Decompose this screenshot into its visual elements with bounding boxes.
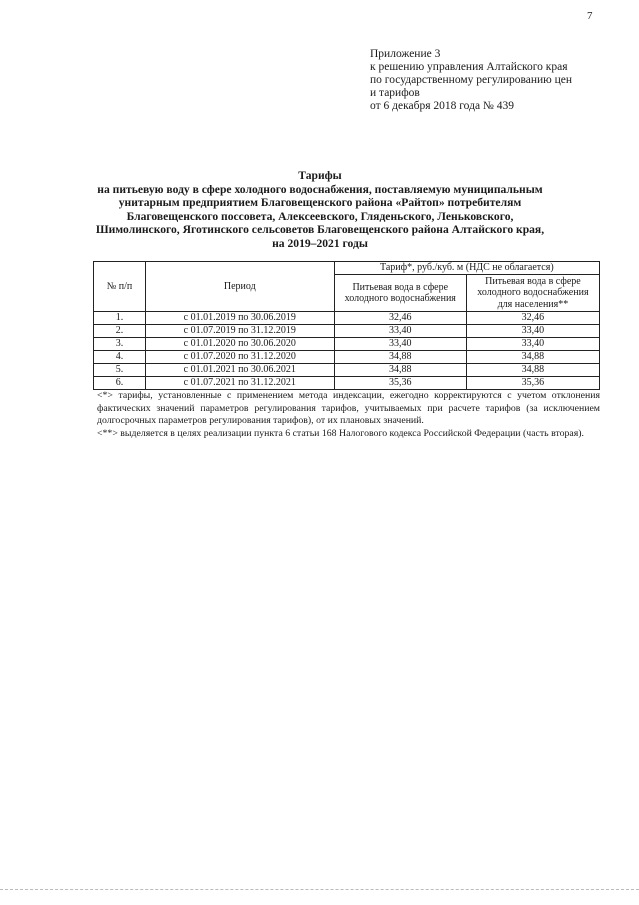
- table-row: [94, 364, 600, 377]
- cell-b: 32,46: [466, 312, 599, 325]
- cell-num: 5.: [94, 364, 146, 377]
- cell-a: 33,40: [334, 338, 466, 351]
- cell-a: 32,46: [334, 312, 466, 325]
- table-row: [94, 325, 600, 338]
- footnote-vat: <**> выделяется в целях реализации пункта 6 статьи 168 Налогового кодекса Российской Федерации (часть вторая).: [97, 427, 584, 439]
- cell-b: 34,88: [466, 364, 599, 377]
- header-num: № п/п: [94, 262, 146, 312]
- cell-a: 35,36: [334, 377, 466, 390]
- title-line: Тарифы: [298, 169, 342, 182]
- cell-num: 2.: [94, 325, 146, 338]
- cell-num: 3.: [94, 338, 146, 351]
- cell-period: с 01.07.2019 по 31.12.2019: [145, 325, 334, 338]
- cell-num: 1.: [94, 312, 146, 325]
- cell-b: 33,40: [466, 325, 599, 338]
- cell-num: 6.: [94, 377, 146, 390]
- header-col-b: Питьевая вода в сфере холодного водоснабжения для населения**: [466, 275, 599, 312]
- header-tariff-group: Тариф*, руб./куб. м (НДС не облагается): [334, 262, 599, 275]
- cell-a: 33,40: [334, 325, 466, 338]
- title-line: унитарным предприятием Благовещенского района «Райтоп» потребителям: [118, 196, 522, 209]
- page-number: 7: [587, 10, 593, 22]
- table-row: [94, 312, 600, 325]
- table-row: [94, 338, 600, 351]
- appendix-line: к решению управления Алтайского края: [370, 61, 568, 73]
- tariff-table: [93, 261, 600, 390]
- appendix-header: [370, 48, 572, 113]
- cell-b: 34,88: [466, 351, 599, 364]
- cell-a: 34,88: [334, 364, 466, 377]
- title-line: Шимолинского, Яготинского сельсоветов Благовещенского района Алтайского края,: [95, 223, 545, 236]
- cell-a: 34,88: [334, 351, 466, 364]
- appendix-line: и тарифов: [370, 87, 420, 99]
- appendix-line: по государственному регулированию цен: [370, 74, 573, 86]
- appendix-line: Приложение 3: [370, 48, 441, 60]
- title-line: на 2019–2021 годы: [272, 236, 368, 250]
- table-row: [94, 351, 600, 364]
- footnotes: [97, 390, 600, 440]
- cell-b: 33,40: [466, 338, 599, 351]
- cell-period: с 01.01.2021 по 30.06.2021: [145, 364, 334, 377]
- cell-num: 4.: [94, 351, 146, 364]
- cell-period: с 01.01.2019 по 30.06.2019: [145, 312, 334, 325]
- cell-period: с 01.01.2020 по 30.06.2020: [145, 338, 334, 351]
- document-title: [60, 169, 580, 250]
- footnote-indexation: <*> тарифы, установленные с применением метода индексации, ежегодно корректируются с учетом отклонения фактических значений параметров регулирования тарифов, учитываемых при расчете тарифов (за исключением долгосрочных параметров регулирования тарифов), от их плановых значений.: [97, 390, 600, 427]
- appendix-line: от 6 декабря 2018 года № 439: [370, 100, 515, 112]
- table-row: [94, 377, 600, 390]
- cell-period: с 01.07.2020 по 31.12.2020: [145, 351, 334, 364]
- bottom-divider: [0, 889, 639, 890]
- header-col-a: Питьевая вода в сфере холодного водоснабжения: [334, 275, 466, 312]
- title-line: на питьевую воду в сфере холодного водоснабжения, поставляемую муниципальным: [97, 182, 543, 196]
- cell-period: с 01.07.2021 по 31.12.2021: [145, 377, 334, 390]
- title-line: Благовещенского поссовета, Алексеевского, Гляденьского, Леньковского,: [126, 209, 514, 223]
- header-period: Период: [145, 262, 334, 312]
- cell-b: 35,36: [466, 377, 599, 390]
